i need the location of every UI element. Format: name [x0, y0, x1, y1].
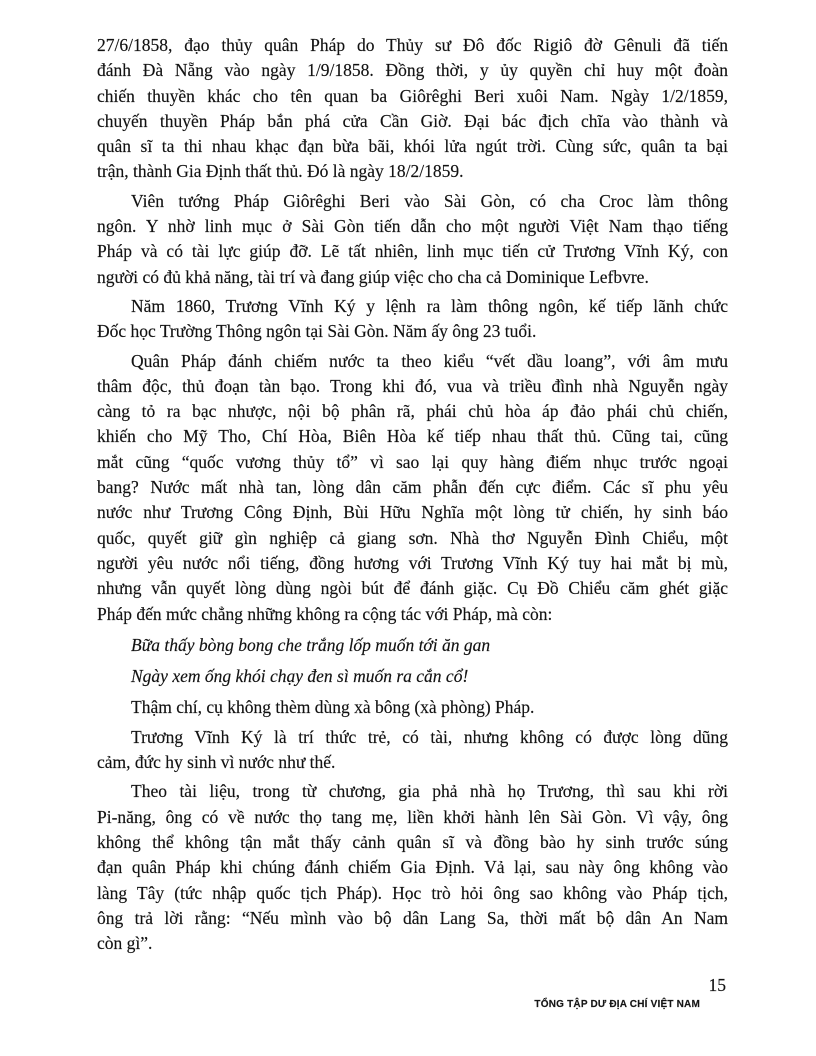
text-line: chuyến thuyền Pháp bắn phá cửa Cần Giờ. Đại bác địch chĩa vào thành và: [97, 110, 728, 131]
running-title: TỔNG TẬP DƯ ĐỊA CHÍ VIỆT NAM: [534, 999, 700, 1010]
text-line: Bữa thấy bòng bong che trắng lốp muốn tới ăn gan: [131, 634, 491, 655]
paragraph: [97, 189, 728, 290]
text-line: Pháp đến mức chẳng những không ra cộng tác với Pháp, mà còn:: [97, 603, 553, 624]
text-line: quốc, quyết giữ gìn nghiệp cả giang sơn. Nhà thơ Nguyễn Đình Chiểu, một: [97, 527, 728, 548]
text-line: người có đủ khả năng, tài trí và đang giúp việc cho cha cả Dominique Lefbvre.: [97, 266, 649, 287]
text-line: Đốc học Trường Thông ngôn tại Sài Gòn. Năm ấy ông 23 tuổi.: [97, 321, 537, 342]
text-line: Năm 1860, Trương Vĩnh Ký y lệnh ra làm thông ngôn, kế tiếp lãnh chức: [131, 295, 728, 316]
text-line: đạn quân Pháp khi chúng đánh chiếm Gia Định. Vả lại, sau này ông không vào: [97, 857, 728, 878]
page-number: 15: [708, 975, 726, 995]
text-line: đánh Đà Nẵng vào ngày 1/9/1858. Đồng thời, y ủy quyền chỉ huy một đoàn: [97, 60, 728, 81]
text-line: càng tỏ ra bạc nhược, nội bộ phân rã, phái chủ hòa áp đảo phái chủ chiến,: [97, 401, 728, 422]
text-line: Theo tài liệu, trong từ chương, gia phả nhà họ Trương, thì sau khi rời: [131, 781, 728, 802]
paragraph: [97, 349, 728, 627]
text-line: Pháp và có tài lực giúp đỡ. Lẽ tất nhiên, linh mục tiến cử Trương Vĩnh Ký, con: [97, 241, 728, 262]
text-line: Ngày xem ống khói chạy đen sì muốn ra cắn cổ!: [131, 666, 469, 687]
text-line: người yêu nước nổi tiếng, đồng hương với Trương Vĩnh Ký tuy hai mắt bị mù,: [97, 552, 728, 573]
text-line: còn gì”.: [97, 933, 153, 954]
text-line: Quân Pháp đánh chiếm nước ta theo kiểu “vết dầu loang”, với âm mưu: [131, 350, 728, 371]
paragraph: [97, 33, 728, 185]
text-line: trận, thành Gia Định thất thủ. Đó là ngày 18/2/1859.: [97, 161, 464, 182]
text-line: bang? Nước mất nhà tan, lòng dân căm phẫn đến cực điểm. Các sĩ phu yêu: [97, 477, 728, 498]
paragraph: [97, 695, 728, 720]
text-line: Viên tướng Pháp Giôrêghi Beri vào Sài Gòn, có cha Croc làm thông: [131, 190, 728, 211]
text-line: Trương Vĩnh Ký là trí thức trẻ, có tài, nhưng không có được lòng dũng: [131, 726, 728, 747]
verse-quote: [97, 633, 728, 658]
paragraph: [97, 294, 728, 345]
text-line: ngôn. Y nhờ linh mục ở Sài Gòn tiến dẫn cho một người Việt Nam thạo tiếng: [97, 216, 728, 237]
paragraph: [97, 779, 728, 956]
verse-quote: [97, 664, 728, 689]
text-line: nước như Trương Công Định, Bùi Hữu Nghĩa một lòng tử chiến, hy sinh báo: [97, 502, 728, 523]
text-line: thâm độc, thủ đoạn tàn bạo. Trong khi đó, vua và triều đình nhà Nguyễn ngày: [97, 375, 728, 396]
paragraph: [97, 725, 728, 776]
text-line: Thậm chí, cụ không thèm dùng xà bông (xà phòng) Pháp.: [131, 697, 535, 718]
text-line: cảm, đức hy sinh vì nước như thế.: [97, 752, 336, 773]
text-line: 27/6/1858, đạo thủy quân Pháp do Thủy sư Đô đốc Rigiô đờ Gênuli đã tiến: [97, 35, 728, 55]
text-line: không thể không tận mắt thấy cảnh quân sĩ và đồng bào hy sinh trước súng: [97, 831, 728, 852]
text-line: quân sĩ ta thi nhau khạc đạn bừa bãi, khói lửa ngút trời. Cùng sức, quân ta bại: [97, 136, 728, 157]
text-line: mắt cũng “quốc vương thủy tổ” vì sao lại quy hàng điếm nhục trước ngoại: [97, 451, 728, 472]
text-line: Pi-năng, ông có về nước thọ tang mẹ, liền khởi hành lên Sài Gòn. Vì vậy, ông: [97, 806, 728, 827]
text-line: ông trả lời rằng: “Nếu mình vào bộ dân Lang Sa, thời mất bộ dân An Nam: [97, 907, 728, 928]
text-line: nhưng vẫn quyết lòng dùng ngòi bút để đánh giặc. Cụ Đồ Chiểu căm ghét giặc: [97, 578, 728, 599]
text-line: khiến cho Mỹ Tho, Chí Hòa, Biên Hòa kế tiếp nhau thất thủ. Cũng tai, cũng: [97, 426, 728, 447]
text-block: [97, 33, 728, 960]
text-line: chiến thuyền khác cho tên quan ba Giôrêghi Beri xuôi Nam. Ngày 1/2/1859,: [97, 85, 728, 106]
text-line: làng Tây (tức nhập quốc tịch Pháp). Học trò hỏi ông sao không vào Pháp tịch,: [97, 882, 728, 903]
